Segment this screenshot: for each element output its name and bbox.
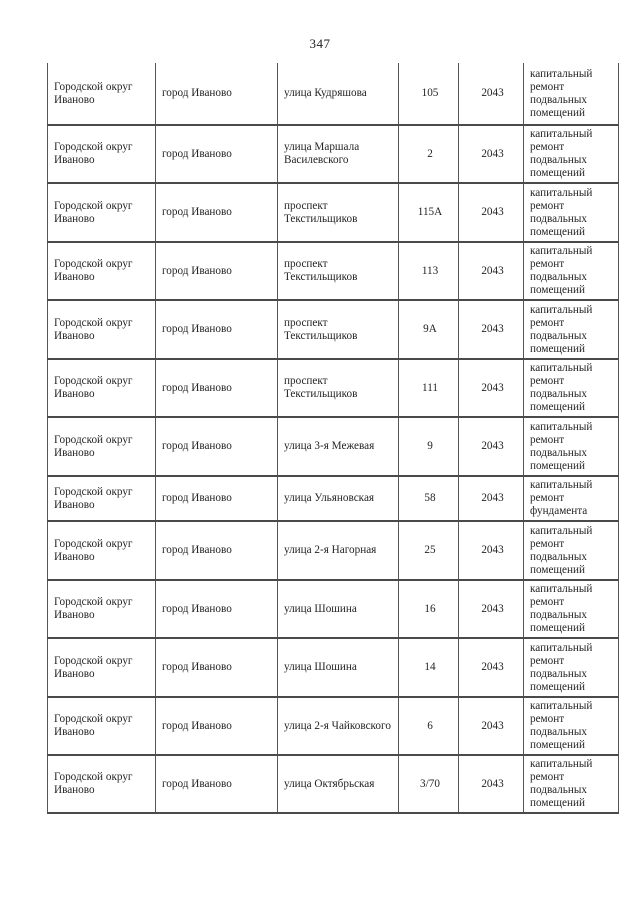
cell-district: Городской округ Иваново: [48, 521, 156, 580]
cell-house-number: 6: [399, 697, 459, 755]
cell-city: город Иваново: [156, 417, 278, 476]
cell-house-number: 115А: [399, 183, 459, 242]
cell-district: Городской округ Иваново: [48, 300, 156, 359]
page-number: 347: [309, 36, 331, 51]
cell-district: Городской округ Иваново: [48, 125, 156, 183]
cell-year: 2043: [459, 476, 524, 521]
cell-district: Городской округ Иваново: [48, 417, 156, 476]
cell-year: 2043: [459, 755, 524, 813]
cell-repair-type: капитальный ремонт подвальных помещений: [524, 183, 619, 242]
table-row: [48, 300, 619, 359]
table-row: [48, 125, 619, 183]
cell-street: проспект Текстильщиков: [278, 183, 399, 242]
cell-repair-type: капитальный ремонт подвальных помещений: [524, 638, 619, 697]
cell-street: улица 2-я Нагорная: [278, 521, 399, 580]
table-body: [48, 63, 619, 813]
cell-year: 2043: [459, 580, 524, 638]
cell-house-number: 9А: [399, 300, 459, 359]
table-row: [48, 417, 619, 476]
cell-year: 2043: [459, 183, 524, 242]
cell-street: проспект Текстильщиков: [278, 242, 399, 300]
cell-house-number: 58: [399, 476, 459, 521]
table-row: [48, 63, 619, 125]
cell-district: Городской округ Иваново: [48, 183, 156, 242]
cell-street: проспект Текстильщиков: [278, 359, 399, 417]
table-row: [48, 580, 619, 638]
cell-city: город Иваново: [156, 359, 278, 417]
table-row: [48, 183, 619, 242]
cell-street: улица 3-я Межевая: [278, 417, 399, 476]
cell-street: улица Ульяновская: [278, 476, 399, 521]
cell-year: 2043: [459, 63, 524, 125]
cell-house-number: 105: [399, 63, 459, 125]
cell-repair-type: капитальный ремонт подвальных помещений: [524, 63, 619, 125]
table-row: [48, 359, 619, 417]
cell-repair-type: капитальный ремонт подвальных помещений: [524, 300, 619, 359]
cell-city: город Иваново: [156, 63, 278, 125]
cell-street: проспект Текстильщиков: [278, 300, 399, 359]
cell-street: улица Маршала Василевского: [278, 125, 399, 183]
cell-house-number: 16: [399, 580, 459, 638]
cell-street: улица Шошина: [278, 638, 399, 697]
repair-schedule-table: [47, 63, 619, 814]
cell-city: город Иваново: [156, 638, 278, 697]
cell-year: 2043: [459, 638, 524, 697]
cell-repair-type: капитальный ремонт подвальных помещений: [524, 580, 619, 638]
cell-repair-type: капитальный ремонт подвальных помещений: [524, 359, 619, 417]
cell-year: 2043: [459, 359, 524, 417]
cell-city: город Иваново: [156, 521, 278, 580]
cell-street: улица 2-я Чайковского: [278, 697, 399, 755]
table-row: [48, 697, 619, 755]
cell-city: город Иваново: [156, 125, 278, 183]
cell-city: город Иваново: [156, 183, 278, 242]
cell-street: улица Шошина: [278, 580, 399, 638]
cell-repair-type: капитальный ремонт подвальных помещений: [524, 417, 619, 476]
table-row: [48, 638, 619, 697]
cell-repair-type: капитальный ремонт подвальных помещений: [524, 755, 619, 813]
cell-house-number: 14: [399, 638, 459, 697]
table-row: [48, 476, 619, 521]
cell-repair-type: капитальный ремонт подвальных помещений: [524, 125, 619, 183]
cell-street: улица Октябрьская: [278, 755, 399, 813]
cell-year: 2043: [459, 417, 524, 476]
cell-city: город Иваново: [156, 476, 278, 521]
cell-year: 2043: [459, 300, 524, 359]
cell-district: Городской округ Иваново: [48, 63, 156, 125]
cell-repair-type: капитальный ремонт подвальных помещений: [524, 242, 619, 300]
cell-house-number: 25: [399, 521, 459, 580]
cell-city: город Иваново: [156, 755, 278, 813]
cell-district: Городской округ Иваново: [48, 755, 156, 813]
cell-year: 2043: [459, 521, 524, 580]
cell-city: город Иваново: [156, 580, 278, 638]
cell-city: город Иваново: [156, 697, 278, 755]
cell-city: город Иваново: [156, 242, 278, 300]
table-row: [48, 242, 619, 300]
cell-district: Городской округ Иваново: [48, 242, 156, 300]
cell-district: Городской округ Иваново: [48, 580, 156, 638]
cell-house-number: 113: [399, 242, 459, 300]
cell-repair-type: капитальный ремонт подвальных помещений: [524, 521, 619, 580]
cell-house-number: 2: [399, 125, 459, 183]
cell-city: город Иваново: [156, 300, 278, 359]
cell-house-number: 111: [399, 359, 459, 417]
cell-house-number: 9: [399, 417, 459, 476]
cell-year: 2043: [459, 242, 524, 300]
cell-year: 2043: [459, 125, 524, 183]
cell-district: Городской округ Иваново: [48, 697, 156, 755]
table-row: [48, 521, 619, 580]
table-row: [48, 755, 619, 813]
cell-district: Городской округ Иваново: [48, 638, 156, 697]
cell-year: 2043: [459, 697, 524, 755]
cell-repair-type: капитальный ремонт фундамента: [524, 476, 619, 521]
cell-district: Городской округ Иваново: [48, 476, 156, 521]
cell-street: улица Кудряшова: [278, 63, 399, 125]
cell-house-number: 3/70: [399, 755, 459, 813]
cell-repair-type: капитальный ремонт подвальных помещений: [524, 697, 619, 755]
cell-district: Городской округ Иваново: [48, 359, 156, 417]
